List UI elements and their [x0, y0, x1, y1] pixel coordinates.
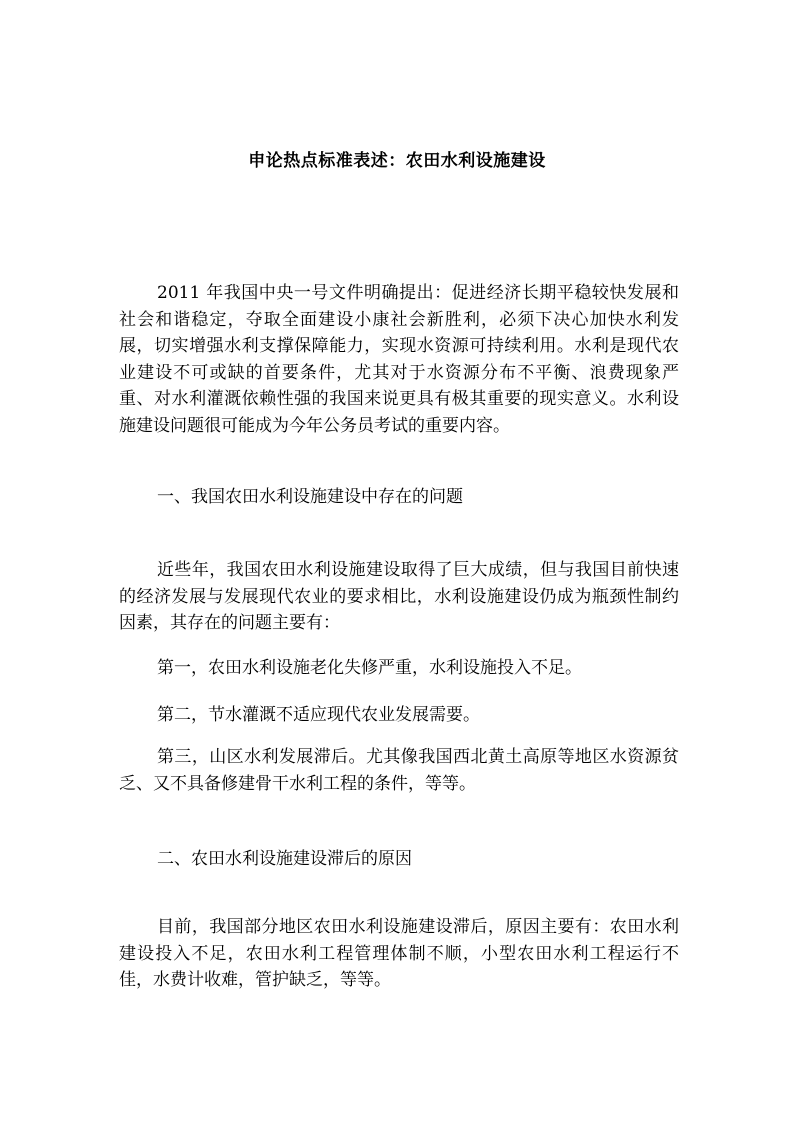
- section-1-point-2: 第二，节水灌溉不适应现代农业发展需要。: [157, 705, 480, 725]
- section-1-body: 近些年，我国农田水利设施建设取得了巨大成绩，但与我国目前快速的经济发展与发展现代农业的要求相比，水利设施建设仍成为瓶颈性制约因素，其存在的问题主要有：: [119, 560, 679, 633]
- document-title: 申论热点标准表述：农田水利设施建设: [248, 151, 546, 171]
- section-1-heading: 一、我国农田水利设施建设中存在的问题: [157, 487, 463, 507]
- section-1-point-3: 第三，山区水利发展滞后。尤其像我国西北黄土高原等地区水资源贫乏、又不具备修建骨干水利工程的条件，等等。: [119, 747, 679, 794]
- intro-paragraph: 2011 年我国中央一号文件明确提出：促进经济长期平稳较快发展和社会和谐稳定，夺取全面建设小康社会新胜利，必须下决心加快水利发展，切实增强水利支撑保障能力，实现水资源可持续利用。水利是现代农业建设不可或缺的首要条件，尤其对于水资源分布不平衡、浪费现象严重、对水利灌溉依赖性强的我国来说更具有极其重要的现实意义。水利设施建设问题很可能成为今年公务员考试的重要内容。: [119, 283, 679, 436]
- section-2-body: 目前，我国部分地区农田水利设施建设滞后，原因主要有：农田水利建设投入不足，农田水利工程管理体制不顺，小型农田水利工程运行不佳，水费计收难，管护缺乏，等等。: [119, 917, 679, 990]
- section-1-point-1: 第一，农田水利设施老化失修严重，水利设施投入不足。: [157, 658, 582, 678]
- section-2-heading: 二、农田水利设施建设滞后的原因: [157, 849, 412, 869]
